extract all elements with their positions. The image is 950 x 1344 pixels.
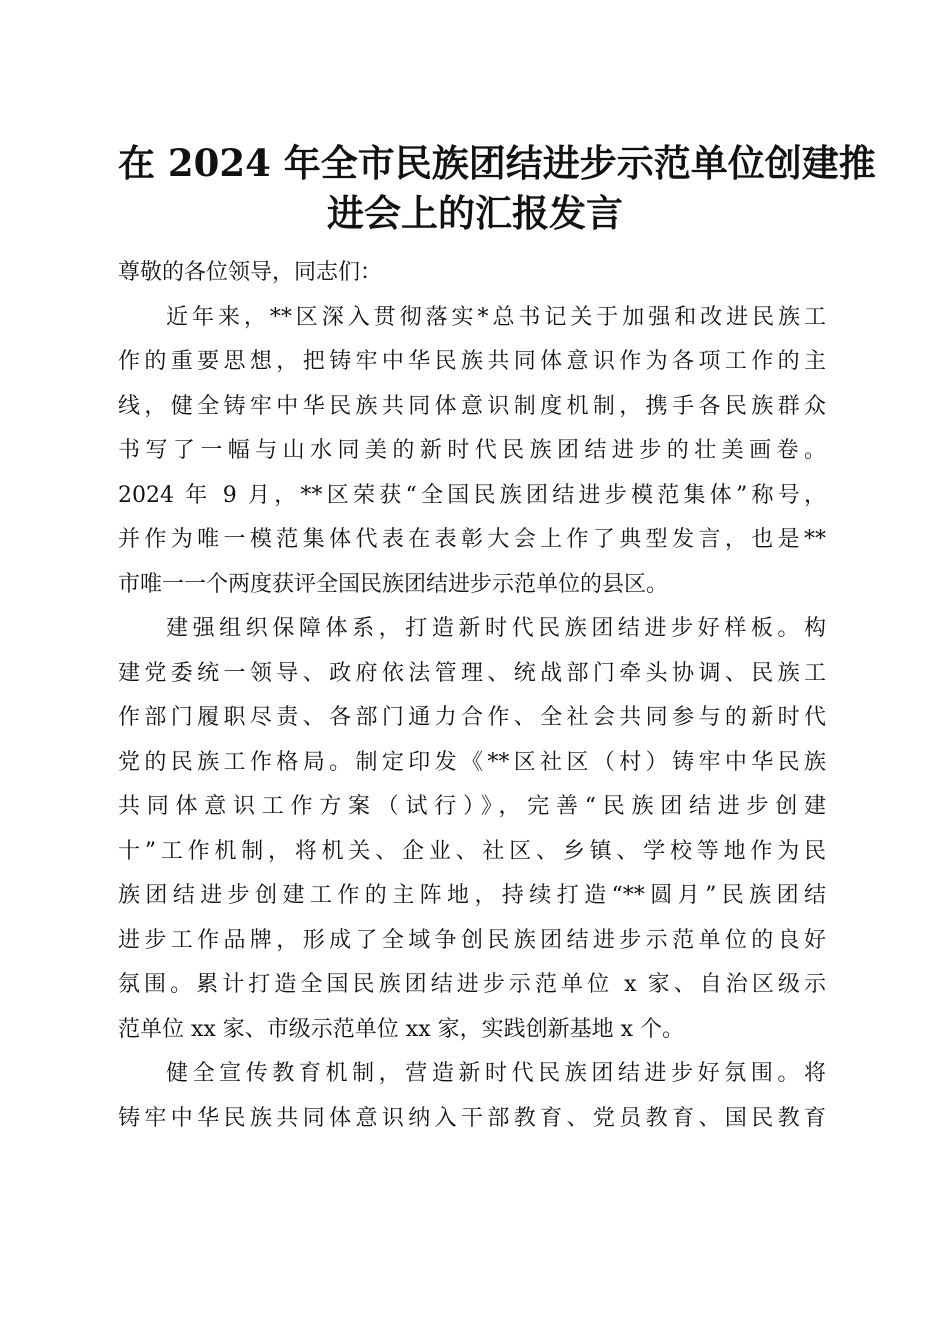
paragraph-line: 氛围。累计打造全国民族团结进步示范单位 x 家、自治区级示	[118, 972, 826, 997]
paragraph-line: 族团结进步创建工作的主阵地，持续打造“**圆月”民族团结	[118, 883, 826, 908]
paragraph-line: 2024 年 9 月，**区荣获“全国民族团结进步模范集体”称号，	[118, 482, 826, 508]
paragraph-line: 进步工作品牌，形成了全域争创民族团结进步示范单位的良好	[118, 927, 826, 953]
document-body	[118, 251, 826, 1141]
paragraph-line: 市唯一一个两度获评全国民族团结进步示范单位的县区。	[118, 571, 669, 597]
paragraph-3	[118, 1052, 826, 1141]
paragraph-line: 书写了一幅与山水同美的新时代民族团结进步的壮美画卷。	[118, 438, 826, 463]
paragraph-line: 铸牢中华民族共同体意识纳入干部教育、党员教育、国民教育	[118, 1105, 826, 1131]
paragraph-line: 线，健全铸牢中华民族共同体意识制度机制，携手各民族群众	[118, 393, 826, 419]
paragraph-line: 建党委统一领导、政府依法管理、统战部门牵头协调、民族工	[118, 660, 826, 686]
paragraph-line: 健全宣传教育机制，营造新时代民族团结进步好氛围。将	[166, 1061, 826, 1086]
paragraph-line: 党的民族工作格局。制定印发《**区社区（村）铸牢中华民族	[118, 749, 826, 775]
paragraph-line: 十”工作机制，将机关、企业、社区、乡镇、学校等地作为民	[118, 838, 826, 864]
salutation: 尊敬的各位领导，同志们：	[118, 260, 383, 285]
paragraph-line: 建强组织保障体系，打造新时代民族团结进步好样板。构	[166, 616, 826, 641]
paragraph-line: 并作为唯一模范集体代表在表彰大会上作了典型发言，也是**	[118, 527, 826, 552]
paragraph-2	[118, 607, 826, 1052]
title-line-2: 进会上的汇报发言	[327, 191, 623, 235]
paragraph-line: 近年来，**区深入贯彻落实*总书记关于加强和改进民族工	[166, 304, 826, 330]
paragraph-line: 共同体意识工作方案（试行）》，完善“民族团结进步创建	[118, 794, 826, 819]
document-title	[118, 138, 876, 238]
paragraph-line: 作部门履职尽责、各部门通力合作、全社会共同参与的新时代	[118, 705, 826, 730]
title-line-1: 在 2024 年全市民族团结进步示范单位创建推	[118, 141, 876, 185]
paragraph-line: 作的重要思想，把铸牢中华民族共同体意识作为各项工作的主	[118, 349, 826, 374]
paragraph-line: 范单位 xx 家、市级示范单位 xx 家，实践创新基地 x 个。	[118, 1016, 684, 1042]
paragraph-1	[118, 296, 826, 608]
